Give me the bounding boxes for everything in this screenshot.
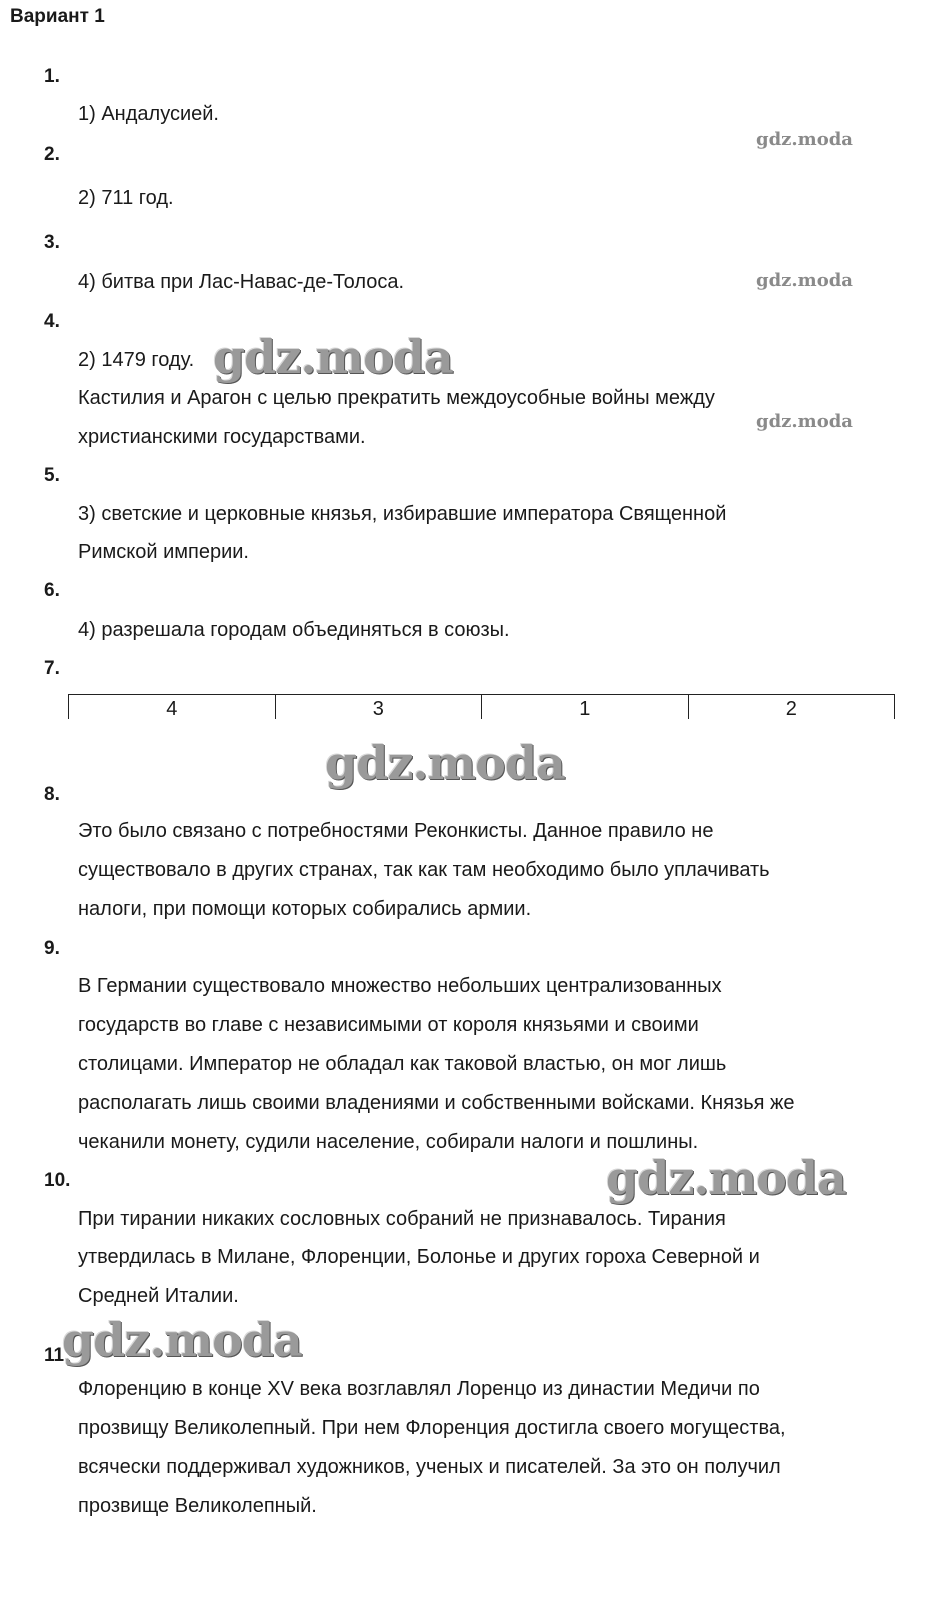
answer-10-line-3: Средней Италии. bbox=[78, 1285, 239, 1307]
answer-4: 2) 1479 году. bbox=[78, 349, 195, 371]
question-number-5: 5. bbox=[44, 465, 60, 486]
question-number-11: 11. bbox=[44, 1345, 70, 1366]
answer-10-line-2: утвердилась в Милане, Флоренции, Болонье и других гороха Северной и bbox=[78, 1246, 760, 1268]
question-number-3: 3. bbox=[44, 232, 60, 253]
answer-11-line-1: Флоренцию в конце XV века возглавлял Лоренцо из династии Медичи по bbox=[78, 1378, 760, 1400]
watermark: gdz.moda bbox=[62, 1313, 302, 1367]
watermark: gdz.moda bbox=[213, 330, 453, 384]
answer-5-line-1: 3) светские и церковные князья, избиравшие императора Священной bbox=[78, 503, 727, 525]
answer-4-line-2: христианскими государствами. bbox=[78, 426, 366, 448]
answer-11-line-2: прозвищу Великолепный. При нем Флоренция достигла своего могущества, bbox=[78, 1417, 786, 1439]
question-number-1: 1. bbox=[44, 66, 60, 87]
answer-7-cell: 4 bbox=[68, 695, 275, 719]
watermark: gdz.moda bbox=[606, 1151, 846, 1205]
answer-5-line-2: Римской империи. bbox=[78, 541, 249, 563]
answer-7-cell: 3 bbox=[275, 695, 482, 719]
answer-7-table bbox=[68, 694, 895, 719]
answer-11-line-4: прозвище Великолепный. bbox=[78, 1495, 317, 1517]
answer-8-line-3: налоги, при помощи которых собирались армии. bbox=[78, 898, 532, 920]
watermark: gdz.moda bbox=[756, 270, 853, 291]
watermark: gdz.moda bbox=[756, 129, 853, 150]
answer-6: 4) разрешала городам объединяться в союзы. bbox=[78, 619, 510, 641]
answer-11-line-3: всячески поддерживал художников, ученых и писателей. За это он получил bbox=[78, 1456, 781, 1478]
answer-8-line-1: Это было связано с потребностями Реконкисты. Данное правило не bbox=[78, 820, 714, 842]
watermark: gdz.moda bbox=[756, 411, 853, 432]
answer-1: 1) Андалусией. bbox=[78, 103, 219, 125]
watermark: gdz.moda bbox=[325, 736, 565, 790]
answer-9-line-1: В Германии существовало множество небольших централизованных bbox=[78, 975, 722, 997]
question-number-2: 2. bbox=[44, 144, 60, 165]
answer-3: 4) битва при Лас-Навас-де-Толоса. bbox=[78, 271, 405, 293]
answer-8-line-2: существовало в других странах, так как там необходимо было уплачивать bbox=[78, 859, 770, 881]
answer-7-cell: 1 bbox=[481, 695, 688, 719]
question-number-7: 7. bbox=[44, 658, 60, 679]
answer-7-cell: 2 bbox=[688, 695, 896, 719]
question-number-6: 6. bbox=[44, 580, 60, 601]
question-number-10: 10. bbox=[44, 1170, 71, 1191]
answer-9-line-5: чеканили монету, судили население, собирали налоги и пошлины. bbox=[78, 1131, 699, 1153]
answer-9-line-4: располагать лишь своими владениями и собственными войсками. Князья же bbox=[78, 1092, 795, 1114]
answer-4-line-1: Кастилия и Арагон с целью прекратить междоусобные войны между bbox=[78, 387, 715, 409]
answer-9-line-2: государств во главе с независимыми от короля князьями и своими bbox=[78, 1014, 699, 1036]
question-number-4: 4. bbox=[44, 311, 60, 332]
question-number-8: 8. bbox=[44, 784, 60, 805]
page-title: Вариант 1 bbox=[10, 6, 105, 27]
answer-2: 2) 711 год. bbox=[78, 187, 174, 209]
answer-10-line-1: При тирании никаких сословных собраний не признавалось. Тирания bbox=[78, 1208, 726, 1230]
answer-9-line-3: столицами. Император не обладал как таковой властью, он мог лишь bbox=[78, 1053, 727, 1075]
question-number-9: 9. bbox=[44, 938, 60, 959]
